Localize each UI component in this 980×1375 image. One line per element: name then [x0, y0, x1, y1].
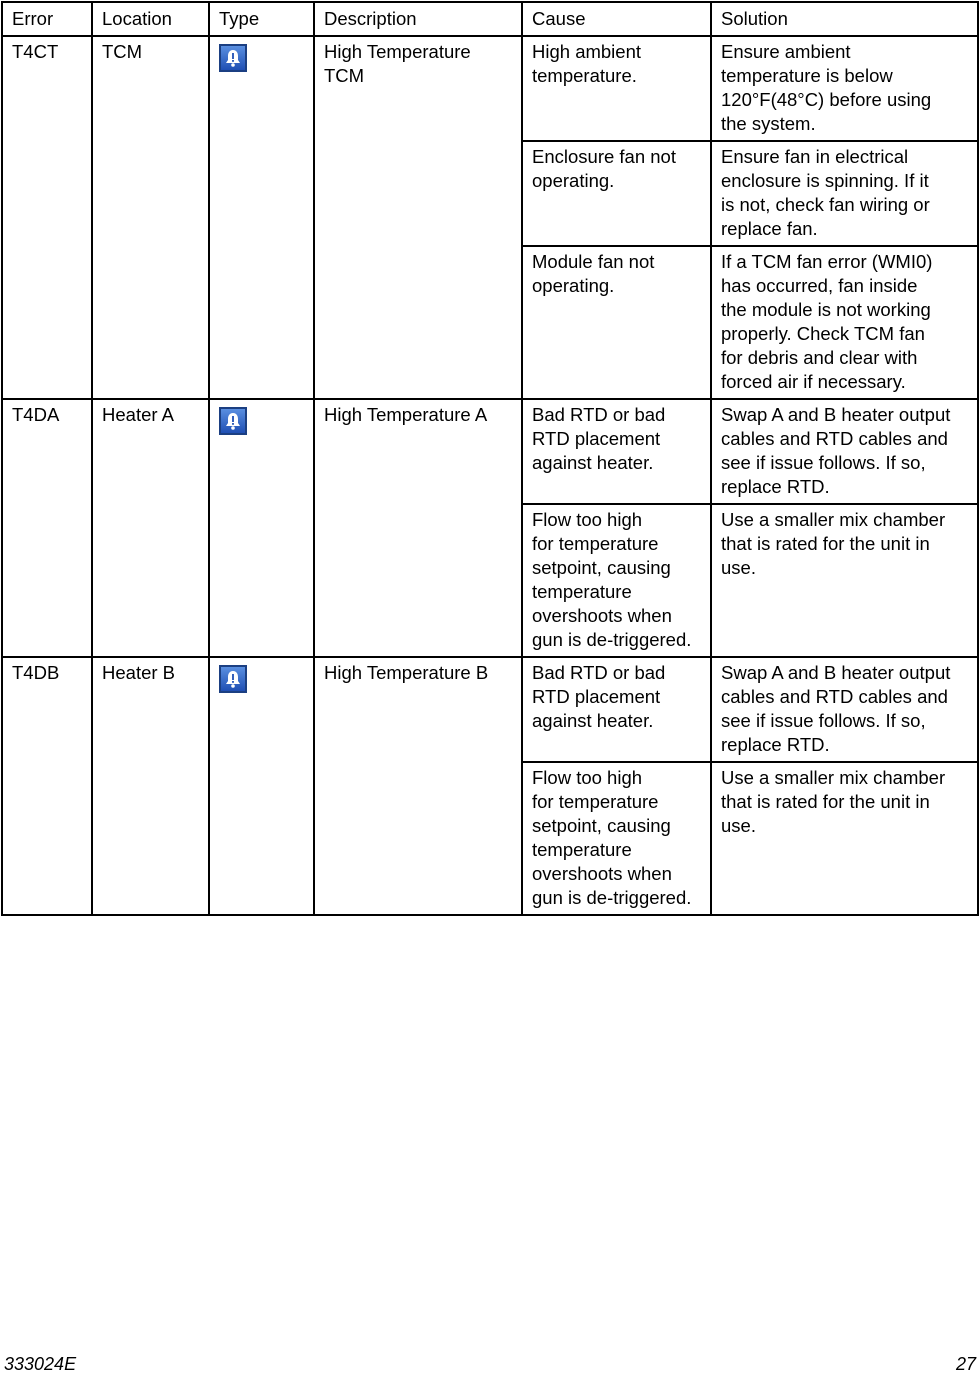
error-codes-table — [1, 1, 979, 916]
cause-cell: Enclosure fan not operating. — [522, 141, 711, 246]
solution-cell: If a TCM fan error (WMI0) has occurred, fan inside the module is not working properly. Check TCM fan for debris and clear with forced air if necessary. — [711, 246, 978, 399]
cause-cell: Bad RTD or bad RTD placement against heater. — [522, 657, 711, 762]
error-code-cell: T4DA — [2, 399, 92, 657]
cause-cell: Bad RTD or bad RTD placement against heater. — [522, 399, 711, 504]
location-cell: Heater B — [92, 657, 209, 915]
type-cell — [209, 657, 314, 915]
table-body — [2, 36, 978, 915]
cause-cell: Flow too high for temperature setpoint, causing temperature overshoots when gun is de-triggered. — [522, 504, 711, 657]
header-solution: Solution — [711, 2, 978, 36]
header-location: Location — [92, 2, 209, 36]
description-cell: High Temperature A — [314, 399, 522, 657]
solution-cell: Swap A and B heater output cables and RTD cables and see if issue follows. If so, replace RTD. — [711, 657, 978, 762]
cause-cell: High ambient temperature. — [522, 36, 711, 141]
type-cell — [209, 36, 314, 399]
document-number: 333024E — [4, 1354, 77, 1374]
solution-cell: Use a smaller mix chamber that is rated for the unit in use. — [711, 504, 978, 657]
solution-cell: Ensure ambient temperature is below 120°F(48°C) before using the system. — [711, 36, 978, 141]
header-type: Type — [209, 2, 314, 36]
solution-cell: Use a smaller mix chamber that is rated for the unit in use. — [711, 762, 978, 915]
header-cause: Cause — [522, 2, 711, 36]
description-cell: High Temperature TCM — [314, 36, 522, 399]
error-code-cell: T4CT — [2, 36, 92, 399]
header-error: Error — [2, 2, 92, 36]
location-cell: Heater A — [92, 399, 209, 657]
header-description: Description — [314, 2, 522, 36]
table-row — [2, 36, 978, 141]
error-code-cell: T4DB — [2, 657, 92, 915]
alarm-bell-icon — [219, 665, 247, 693]
table-header-row — [2, 2, 978, 36]
cause-cell: Flow too high for temperature setpoint, causing temperature overshoots when gun is de-triggered. — [522, 762, 711, 915]
cause-cell: Module fan not operating. — [522, 246, 711, 399]
location-cell: TCM — [92, 36, 209, 399]
table-row — [2, 657, 978, 762]
page-number: 27 — [955, 1354, 976, 1374]
description-cell: High Temperature B — [314, 657, 522, 915]
solution-cell: Swap A and B heater output cables and RTD cables and see if issue follows. If so, replace RTD. — [711, 399, 978, 504]
alarm-bell-icon — [219, 407, 247, 435]
table-row — [2, 399, 978, 504]
alarm-bell-icon — [219, 44, 247, 72]
type-cell — [209, 399, 314, 657]
solution-cell: Ensure fan in electrical enclosure is spinning. If it is not, check fan wiring or replace fan. — [711, 141, 978, 246]
